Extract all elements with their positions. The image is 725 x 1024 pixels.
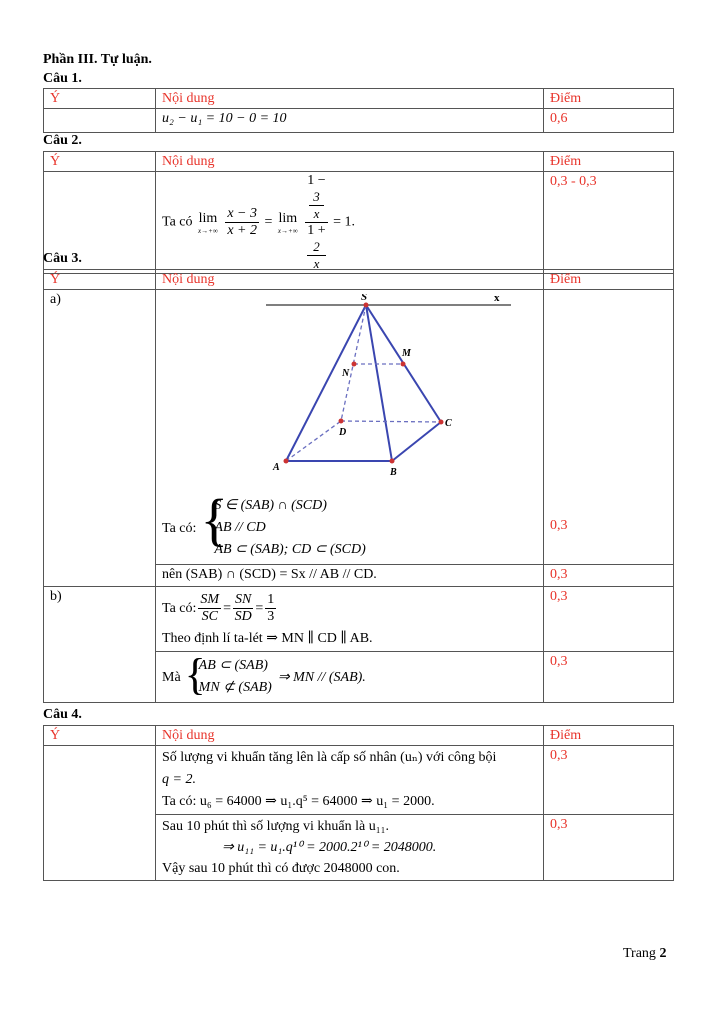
limit-2: lim x→+∞: [277, 211, 298, 235]
question-4-table: [43, 725, 674, 881]
edge-ad: [286, 421, 341, 461]
table-row: [44, 109, 674, 133]
label-c: C: [445, 418, 452, 429]
header-content: Nội dung: [156, 270, 544, 290]
header-score: Điểm: [544, 270, 674, 290]
q3-b-content-2: Mà { AB ⊂ (SAB) MN ⊄ (SAB) ⇒ MN // (SAB).: [156, 652, 544, 703]
header-score: Điểm: [544, 726, 674, 746]
q2-score: 0,3 - 0,3: [544, 172, 674, 274]
table-header: [44, 152, 674, 172]
edge-bc: [392, 422, 441, 461]
q3-b-label: b): [44, 587, 156, 703]
section-title: Phần III. Tự luận.: [43, 52, 152, 67]
q3-a-label: a): [44, 290, 156, 587]
table-row: [44, 172, 674, 274]
q3-a-score-2: 0,3: [544, 565, 674, 587]
point-a: [284, 459, 289, 464]
q3-a-score-1: 0,3: [544, 290, 674, 565]
label-d: D: [339, 427, 347, 438]
q3-a-content-2: nên (SAB) ∩ (SCD) = Sx // AB // CD.: [156, 565, 544, 587]
label-n: N: [342, 368, 350, 379]
label-x: x: [494, 294, 500, 304]
question-2-label: Câu 2.: [43, 133, 82, 148]
fraction-1: $\frac{x - 3}{x + 2}$: [227, 206, 258, 238]
fraction-2: 1 − 3 x 1 + 2 x: [307, 173, 326, 271]
q4-content-2: Sau 10 phút thì số lượng vi khuẩn là u₁₁. ⇒ u₁₁ = u₁.q¹⁰ = 2000.2¹⁰ = 2048000. Vậy sau 10 phút thì có được 2048000 con.: [156, 815, 544, 881]
pyramid-figure: [226, 294, 546, 484]
point-c: [439, 420, 444, 425]
edge-sa: [286, 305, 366, 461]
q4-score-1: 0,3: [544, 746, 674, 815]
question-1-label: Câu 1.: [43, 71, 82, 86]
table-header: [44, 726, 674, 746]
question-1-table: [43, 88, 674, 133]
point-d: [339, 419, 344, 424]
q2-content: Ta có lim x→+∞ $\frac{x - 3}{x + 2}$ = lim x→+∞ 1 − 3 x 1 + 2 x = 1.: [156, 172, 544, 274]
label-s: S: [361, 294, 368, 303]
q4-content-1: Số lượng vi khuẩn tăng lên là cấp số nhân (uₙ) với công bội q = 2. Ta có: u₆ = 64000 ⇒ u₁.q⁵ = 64000 ⇒ u₁ = 2000.: [156, 746, 544, 815]
header-y: Ý: [44, 89, 156, 109]
question-3-label: Câu 3.: [43, 251, 82, 266]
page-number: Trang 2: [623, 946, 667, 961]
header-content: Nội dung: [156, 152, 544, 172]
q3-a-system: { S ∈ (SAB) ∩ (SCD) AB // CD AB ⊂ (SAB); CD ⊂ (SCD): [200, 487, 366, 557]
header-score: Điểm: [544, 89, 674, 109]
table-row: [44, 587, 674, 652]
q1-score: 0,6: [544, 109, 674, 133]
header-y: Ý: [44, 726, 156, 746]
question-4-label: Câu 4.: [43, 707, 82, 722]
label-a: A: [273, 462, 280, 473]
point-s: [364, 303, 369, 308]
point-n: [352, 362, 357, 367]
q2-result: = 1.: [333, 214, 356, 230]
header-content: Nội dung: [156, 89, 544, 109]
label-m: M: [402, 348, 411, 359]
q4-score-2: 0,3: [544, 815, 674, 881]
q3-b-score-2: 0,3: [544, 652, 674, 703]
table-row: [44, 290, 674, 565]
table-header: [44, 270, 674, 290]
header-content: Nội dung: [156, 726, 544, 746]
q3-b-score-1: 0,3: [544, 587, 674, 652]
edge-sb: [366, 305, 392, 461]
header-y: Ý: [44, 270, 156, 290]
q3-a-content: [156, 290, 544, 565]
question-2-table: [43, 151, 674, 274]
label-b: B: [390, 467, 397, 478]
table-row: [44, 746, 674, 815]
header-score: Điểm: [544, 152, 674, 172]
table-header: [44, 89, 674, 109]
q3-b-content-1: Ta có: $\frac{SM}{SC}$ = $\frac{SN}{SD}$ = $\frac{1}{3}$ Theo định lí ta-lét ⇒ MN ∥ CD ∥ AB.: [156, 587, 544, 652]
point-b: [390, 459, 395, 464]
point-m: [401, 362, 406, 367]
question-3-table: [43, 269, 674, 703]
q3-a-prefix: Ta có:: [162, 520, 197, 536]
q1-content: u₂ − u₁ = 10 − 0 = 10: [156, 109, 544, 133]
header-y: Ý: [44, 152, 156, 172]
limit-1: lim x→+∞: [198, 211, 218, 235]
edge-dc: [341, 421, 441, 422]
q2-prefix: Ta có: [162, 214, 193, 230]
